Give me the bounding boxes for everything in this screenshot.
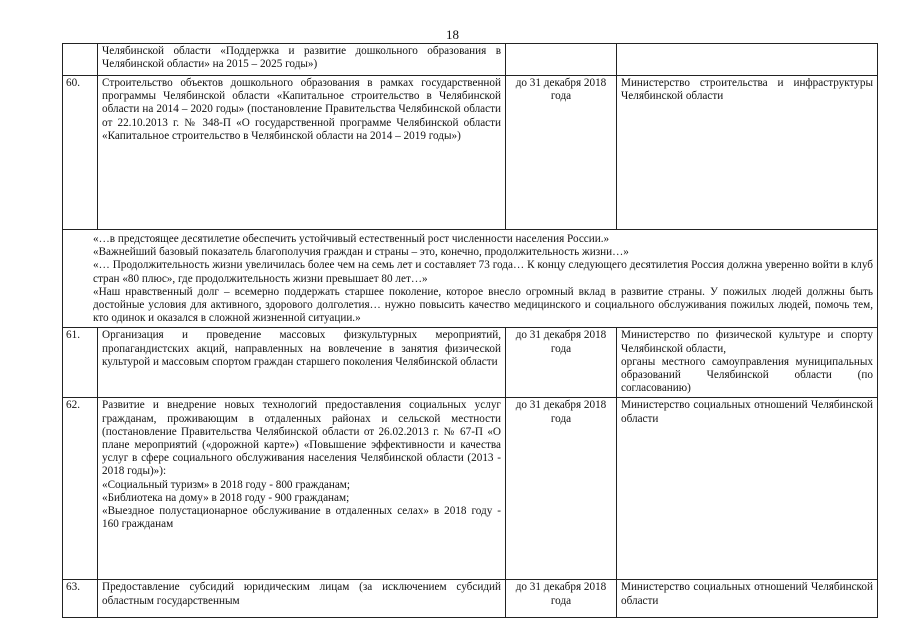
page-number: 18: [446, 27, 459, 42]
table-row: [63, 328, 878, 398]
activity-cell: Строительство объектов дошкольного образования в рамках государственной программы Челябинской области «Капитальное строительство в Челябинской области на 2014 – 2020 годы» (постановление Правительства Челябинской области от 22.10.2013 г. № 348-П «О государственной программе Челябинской области «Капитальное строительство в Челябинской области на 2014 – 2019 годы»): [98, 76, 506, 230]
responsible-cell: [617, 328, 878, 398]
row-number-cell: 61.: [63, 328, 98, 398]
responsible-line: органы местного самоуправления муниципальных образований Челябинской области (по согласованию): [621, 355, 873, 395]
responsible-line: Министерство по физической культуре и спорту Челябинской области,: [621, 329, 873, 355]
activity-item: «Библиотека на дому» в 2018 году - 900 гражданам;: [102, 491, 350, 504]
activity-cell: Челябинской области «Поддержка и развитие дошкольного образования в Челябинской области» на 2015 – 2025 годы»): [98, 44, 506, 76]
deadline-cell: до 31 декабря 2018 года: [506, 398, 617, 580]
responsible-cell: Министерство строительства и инфраструктуры Челябинской области: [617, 76, 878, 230]
plan-table: [62, 43, 878, 618]
quote-paragraph: «Важнейший базовый показатель благополучия граждан и страны – это, конечно, продолжительность жизни…»: [93, 246, 629, 259]
table-row-continuation: [63, 44, 878, 76]
responsible-cell: Министерство социальных отношений Челябинской области: [617, 398, 878, 580]
activity-cell: Предоставление субсидий юридическим лицам (за исключением субсидий областным государственным: [98, 580, 506, 618]
activity-item: «Социальный туризм» в 2018 году - 800 гражданам;: [102, 478, 350, 491]
table-row: [63, 580, 878, 618]
responsible-cell: [617, 44, 878, 76]
activity-cell: Организация и проведение массовых физкультурных мероприятий, пропагандистских акций, направленных на вовлечение в занятия физической культурой и массовым спортом граждан старшего поколения Челябинской области: [98, 328, 506, 398]
deadline-cell: [506, 44, 617, 76]
activity-item: «Выездное полустационарное обслуживание в отдаленных селах» в 2018 году - 160 гражданам: [102, 505, 501, 531]
row-number-cell: 60.: [63, 76, 98, 230]
activity-description: Развитие и внедрение новых технологий предоставления социальных услуг гражданам, проживающим в отдаленных районах и сельской местности (постановление Правительства Челябинской области от 26.02.2013 г. № 67-П «О плане мероприятий («дорожной карте») «Повышение эффективности и качества услуг в сфере социального обслуживания населения Челябинской области (2013 - 2018 годы)»):: [102, 399, 501, 478]
row-number-cell: [63, 44, 98, 76]
table-row: [63, 76, 878, 230]
responsible-cell: Министерство социальных отношений Челябинской области: [617, 580, 878, 618]
deadline-cell: до 31 декабря 2018 года: [506, 76, 617, 230]
activity-cell: [98, 398, 506, 580]
deadline-cell: до 31 декабря 2018 года: [506, 580, 617, 618]
row-number-cell: 63.: [63, 580, 98, 618]
quote-paragraph: «Наш нравственный долг – всемерно поддержать старшее поколение, которое внесло огромный вклад в развитие страны. У пожилых людей должны быть достойные условия для активного, здорового долголетия… нужно повысить качество медицинского и социального обслуживания пожилых людей, помочь тем, кто одинок и оказался в сложной жизненной ситуации.»: [93, 285, 873, 325]
table-row: [63, 398, 878, 580]
deadline-cell: до 31 декабря 2018 года: [506, 328, 617, 398]
quote-row: [63, 230, 878, 328]
quote-paragraph: «…в предстоящее десятилетие обеспечить устойчивый естественный рост численности населения России.»: [93, 233, 610, 245]
quote-paragraph: «… Продолжительность жизни увеличилась более чем на семь лет и составляет 73 года… К концу следующего десятилетия Россия должна уверенно войти в клуб стран «80 плюс», где продолжительность жизни превышает 80 лет…»: [93, 259, 873, 285]
quote-block: [63, 230, 878, 328]
row-number-cell: 62.: [63, 398, 98, 580]
